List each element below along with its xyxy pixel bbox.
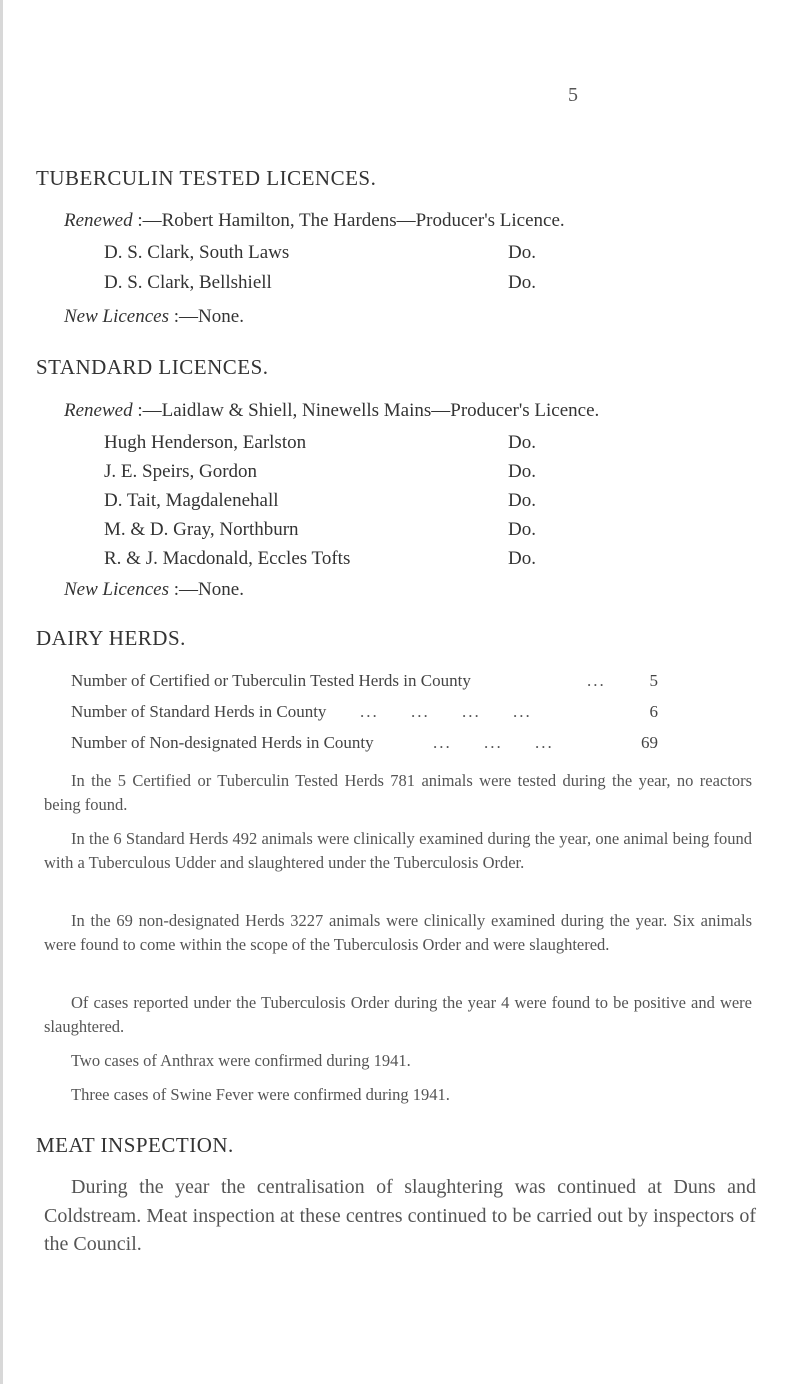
renewed-separator: :— — [132, 210, 162, 231]
licence-type: —Producer's Licence. — [396, 210, 565, 231]
standard-renewed-line — [64, 400, 599, 422]
licence-holder-name: M. & D. Gray, Northburn — [104, 519, 299, 540]
licence-type: Do. — [508, 548, 536, 569]
herd-stat-value: 6 — [649, 702, 658, 721]
licence-type: —Producer's Licence. — [431, 400, 600, 421]
licence-holder-name: Robert Hamilton, The Hardens — [161, 210, 397, 231]
licence-type: Do. — [508, 272, 536, 293]
standard-section-title: STANDARD LICENCES. — [36, 355, 269, 379]
leader-dots: ... — [587, 671, 606, 690]
leader-dots: ... ... ... ... — [360, 702, 532, 721]
licence-holder-name: J. E. Speirs, Gordon — [104, 461, 258, 482]
tuberculin-renewed-line — [64, 210, 565, 232]
dairy-paragraph: In the 69 non-designated Herds 3227 animals were clinically examined during the year. Six animals were found to come within the scope of the Tuberculosis Order and were slaughtered. — [44, 911, 752, 954]
licence-type: Do. — [508, 242, 536, 263]
licence-holder-name: D. Tait, Magdalenehall — [104, 490, 279, 511]
renewed-label: Renewed — [64, 210, 133, 231]
licence-type: Do. — [508, 432, 536, 453]
licence-type: Do. — [508, 490, 536, 511]
renewed-separator: :— — [132, 400, 162, 421]
tuberculin-section-title: TUBERCULIN TESTED LICENCES. — [36, 166, 377, 190]
licence-type: Do. — [508, 461, 536, 482]
new-licences-value: :—None. — [169, 306, 244, 327]
licence-holder-name: Laidlaw & Shiell, Ninewells Mains — [161, 400, 432, 421]
meat-paragraph: During the year the centralisation of slaughtering was continued at Duns and Coldstream. Meat inspection at these centres continued to be carried out by inspectors of the Council. — [44, 1176, 756, 1255]
dairy-paragraph: In the 5 Certified or Tuberculin Tested Herds 781 animals were tested during the year, no reactors being found. — [44, 771, 752, 814]
licence-holder-name: D. S. Clark, Bellshiell — [104, 272, 272, 293]
dairy-paragraph: In the 6 Standard Herds 492 animals were clinically examined during the year, one animal being found with a Tuberculous Udder and slaughtered under the Tuberculosis Order. — [44, 829, 752, 872]
page-number: 5 — [568, 84, 578, 106]
dairy-section-title: DAIRY HERDS. — [36, 626, 186, 650]
licence-holder-name: R. & J. Macdonald, Eccles Tofts — [104, 548, 351, 569]
leader-dots: ... ... ... — [433, 733, 554, 752]
standard-new-licences — [64, 579, 244, 601]
licence-holder-name: Hugh Henderson, Earlston — [104, 432, 307, 453]
licence-holder-name: D. S. Clark, South Laws — [104, 242, 290, 263]
dairy-paragraph: Three cases of Swine Fever were confirmed during 1941. — [71, 1085, 450, 1104]
meat-section-title: MEAT INSPECTION. — [36, 1133, 234, 1157]
tuberculin-new-licences — [64, 306, 244, 328]
herd-stat-value: 69 — [641, 733, 658, 752]
page-edge — [0, 0, 3, 1384]
licence-type: Do. — [508, 519, 536, 540]
herd-stat-value: 5 — [649, 671, 658, 690]
renewed-label: Renewed — [64, 400, 133, 421]
herd-stat-label: Number of Non-designated Herds in County — [71, 733, 374, 752]
dairy-paragraph: Of cases reported under the Tuberculosis Order during the year 4 were found to be positive and were slaughtered. — [44, 993, 752, 1036]
herd-stat-label: Number of Certified or Tuberculin Tested Herds in County — [71, 671, 471, 690]
new-licences-label: New Licences — [64, 306, 170, 327]
new-licences-value: :—None. — [169, 579, 244, 600]
new-licences-label: New Licences — [64, 579, 170, 600]
dairy-paragraph: Two cases of Anthrax were confirmed during 1941. — [71, 1051, 411, 1070]
herd-stat-label: Number of Standard Herds in County — [71, 702, 327, 721]
